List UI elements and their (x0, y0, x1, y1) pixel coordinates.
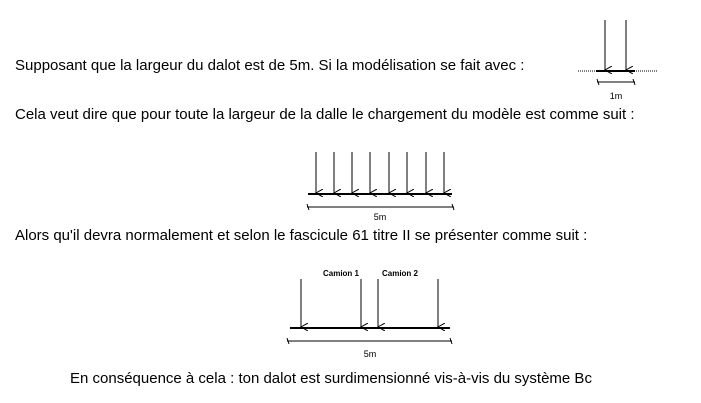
intro-sentence: Supposant que la largeur du dalot est de 5m. Si la modélisation se fait avec : (15, 57, 525, 74)
uniform-load-arrows (316, 152, 444, 193)
diagram-1m-model (578, 20, 657, 101)
dimension-label: 5m (363, 349, 377, 359)
model-loading-sentence: Cela veut dire que pour toute la largeur de la dalle le chargement du modèle est comme suit : (15, 106, 635, 123)
conclusion-sentence: En conséquence à cela : ton dalot est surdimensionné vis-à-vis du système Bc (70, 370, 592, 387)
dimension-label: 1m (609, 91, 623, 101)
truck-1-label: Camion 1 (322, 269, 360, 278)
diagram-bc-system (287, 269, 452, 359)
truck-2-label: Camion 2 (381, 269, 419, 278)
fascicule-sentence: Alors qu'il devra normalement et selon le fascicule 61 titre II se présenter comme suit : (15, 227, 588, 244)
dimension-label: 5m (373, 212, 387, 222)
diagram-uniform-5m (307, 152, 454, 222)
